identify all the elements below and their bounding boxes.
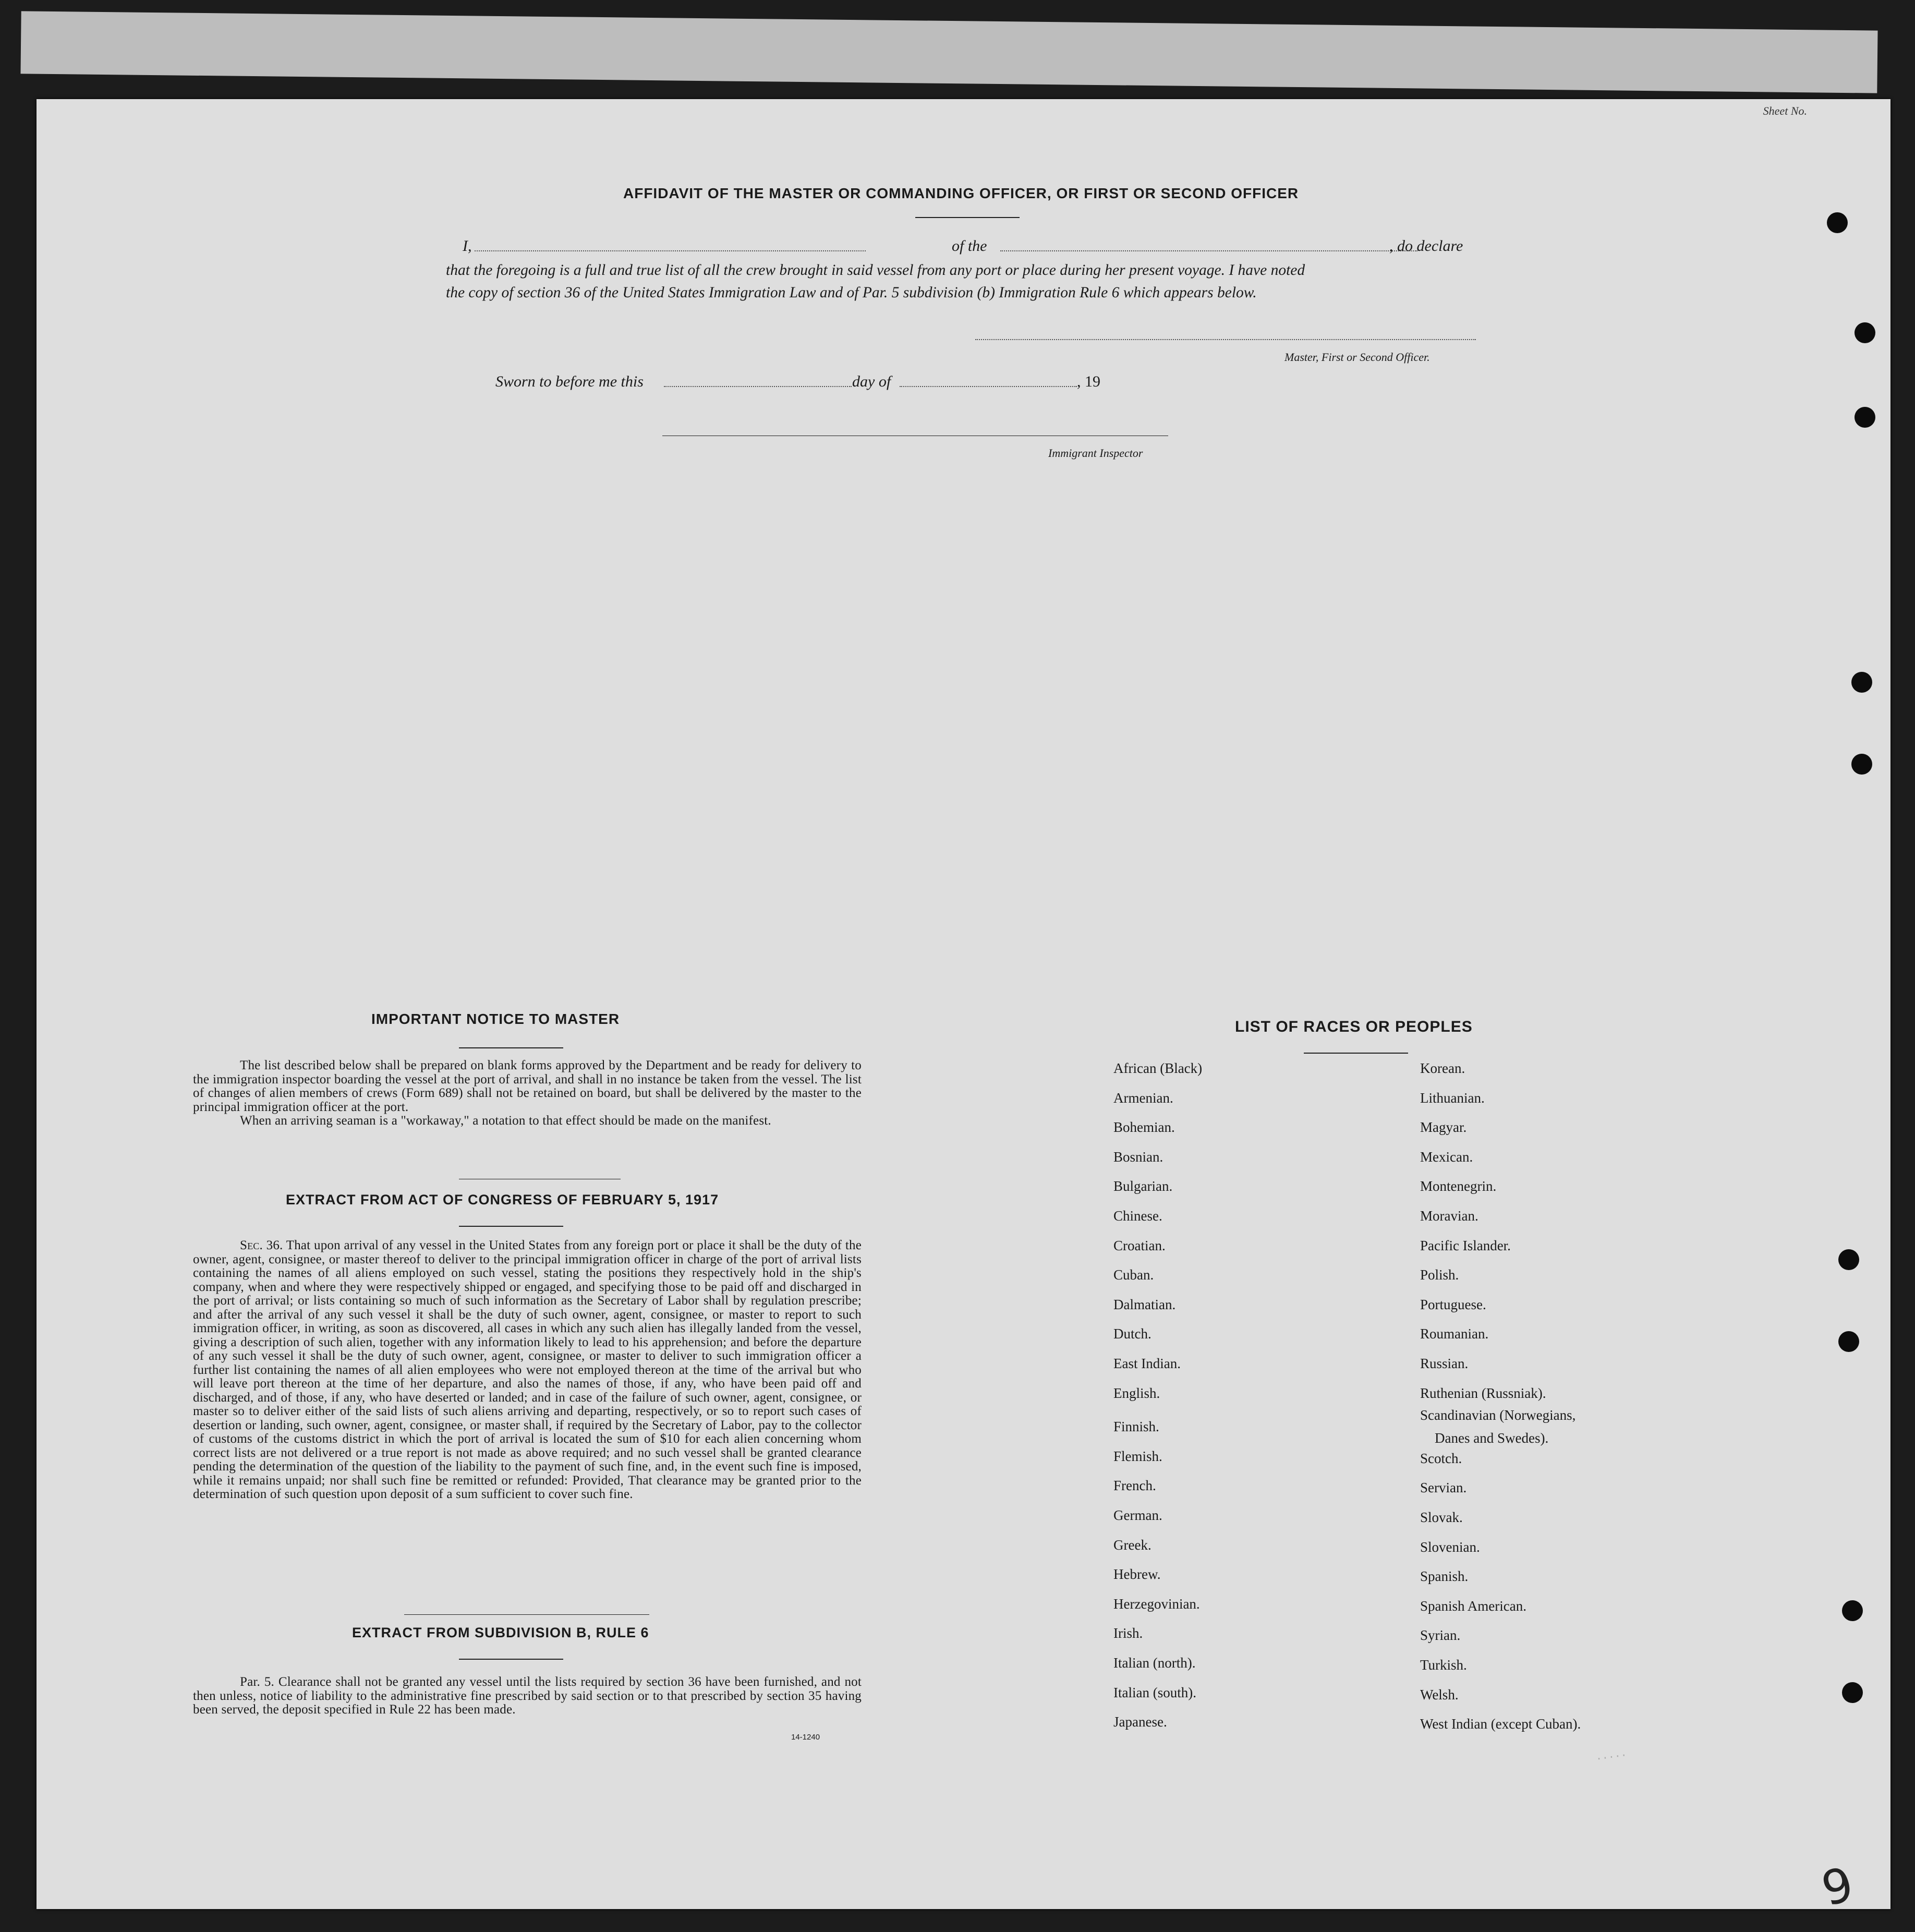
- race-item: Pacific Islander.: [1420, 1237, 1511, 1253]
- act-separator: [404, 1614, 649, 1615]
- race-item: Italian (south).: [1113, 1684, 1196, 1700]
- binder-hole: [1827, 212, 1848, 233]
- scandinavian-continuation: Danes and Swedes).: [1435, 1430, 1549, 1446]
- race-item: Scotch.: [1420, 1450, 1462, 1466]
- race-item: Turkish.: [1420, 1657, 1467, 1673]
- date-stamp: ·····: [1595, 1749, 1628, 1766]
- race-item: Spanish.: [1420, 1568, 1469, 1585]
- rule6-body: [193, 1675, 862, 1717]
- race-item: Flemish.: [1113, 1448, 1162, 1464]
- race-item: Bohemian.: [1113, 1119, 1175, 1136]
- race-item: Magyar.: [1420, 1119, 1467, 1136]
- inspector-caption: Immigrant Inspector: [1048, 446, 1143, 460]
- act-paragraph: [193, 1239, 862, 1502]
- races-title-rule: [1304, 1053, 1408, 1054]
- sworn-prefix: Sworn to before me this: [495, 373, 644, 390]
- race-item: Lithuanian.: [1420, 1090, 1485, 1106]
- affidavit-title: AFFIDAVIT OF THE MASTER OR COMMANDING OFFICER, OR FIRST OR SECOND OFFICER: [623, 185, 1299, 201]
- master-name-field[interactable]: [475, 250, 866, 251]
- race-item: Slovak.: [1420, 1510, 1463, 1525]
- act-title-rule: [459, 1226, 563, 1227]
- race-item: Polish.: [1420, 1267, 1459, 1283]
- race-item: French.: [1113, 1478, 1156, 1494]
- rule6-title: EXTRACT FROM SUBDIVISION B, RULE 6: [352, 1625, 649, 1640]
- binder-hole: [1851, 754, 1872, 775]
- affidavit-of-the-label: of the: [952, 237, 987, 255]
- sworn-year: , 19: [1077, 373, 1100, 390]
- race-item: East Indian.: [1113, 1356, 1181, 1371]
- binder-hole: [1842, 1600, 1863, 1621]
- race-item: Irish.: [1113, 1625, 1143, 1641]
- form-number: 14-1240: [791, 1733, 820, 1742]
- race-item: Bulgarian.: [1113, 1178, 1173, 1194]
- race-item: Japanese.: [1113, 1714, 1167, 1730]
- act-text: That upon arrival of any vessel in the United States from any foreign port or place it shall be the duty of the owner, agent, consignee, or master thereof to deliver to the principal immigration officer in charge of the port of arrival lists containing the names of all aliens employed on such vessel, stating the positions they respectively hold in the ship's company, when and where they were respectively shipped or engaged, and specifying those to be paid off and discharged in the port of arrival; or lists containing so much of such information as the Secretary of Labor shall by regulation prescribe; and after the arrival of any such vessel it shall be the duty of such owner, agent, consignee, or master to report to such immigration officer, in writing, as soon as discovered, all cases in which any such alien has illegally landed from the vessel, giving a description of such alien, together with any information likely to lead to his apprehension; and before the departure of any such vessel it shall be the duty of such owner, agent, consignee, or master to deliver to such immigration officer a further list containing the names of all alien employees who were not employed thereon at the time of the arrival but who will leave port thereon at the time of her departure, and also the names of those, if any, who have been paid off and discharged, and of those, if any, who have deserted or landed; and in case of the failure of such owner, agent, consignee, or master so to deliver either of the said lists of such aliens arriving and departing, respectively, or so to report such cases of desertion or landing, such owner, agent, consignee, or master shall, if required by the Secretary of Labor, pay to the collector of customs of the customs district in which the port of arrival is located the sum of $10 for each alien concerning whom correct lists are not delivered or a true report is not made as above required; and no such vessel shall be granted clearance pending the determination of the question of the liability to the payment of such fine, and, in the event such fine is imposed, while it remains unpaid; nor shall such fine be remitted or refunded: Provided, That clearance may be granted prior to the determination of such question upon deposit of a sum sufficient to cover such fine.: [193, 1238, 862, 1501]
- race-item: Greek.: [1113, 1537, 1152, 1553]
- binder-hole: [1855, 322, 1875, 343]
- notice-body: [193, 1059, 862, 1128]
- race-item: Chinese.: [1113, 1208, 1162, 1224]
- affidavit-line-2: that the foregoing is a full and true list of all the crew brought in said vessel from any port or place during her present voyage. I have noted: [446, 262, 1305, 279]
- race-item: Dalmatian.: [1113, 1296, 1176, 1312]
- master-signature-field[interactable]: [975, 339, 1476, 340]
- race-item: Italian (north).: [1113, 1655, 1196, 1671]
- act-section-label: Sec. 36.: [240, 1238, 283, 1252]
- notice-para-1: The list described below shall be prepared on blank forms approved by the Department and be ready for delivery to the immigration inspector boarding the vessel at the port of arrival, and shall in no instance be taken from the vessel. The list of changes of alien members of crews (Form 689) shall not be retained on board, but shall be delivered by the master to the principal immigration officer at the port.: [193, 1058, 862, 1114]
- race-item: Servian.: [1420, 1480, 1467, 1496]
- races-title: LIST OF RACES OR PEOPLES: [1235, 1018, 1473, 1035]
- race-item: African (Black): [1113, 1060, 1203, 1076]
- binder-hole: [1855, 407, 1875, 428]
- back-sheet: [20, 11, 1877, 93]
- race-item: Herzegovinian.: [1113, 1596, 1200, 1612]
- race-item: Dutch.: [1113, 1326, 1152, 1342]
- affidavit-line-3: the copy of section 36 of the United States Immigration Law and of Par. 5 subdivision (b) Immigration Rule 6 which appears below.: [446, 284, 1257, 301]
- race-item: Bosnian.: [1113, 1149, 1163, 1165]
- rule6-title-rule: [459, 1659, 563, 1660]
- race-item: Montenegrin.: [1420, 1178, 1497, 1194]
- rule6-text: Par. 5. Clearance shall not be granted any vessel until the lists required by section 36 have been furnished, and not then unless, notice of liability to the administrative fine prescribed by said section or to that prescribed by section 35 having been served, the deposit specified in Rule 22 has been made.: [193, 1675, 862, 1717]
- binder-hole: [1842, 1682, 1863, 1703]
- act-body: [193, 1239, 862, 1502]
- sworn-day-field[interactable]: [664, 386, 852, 387]
- affidavit-i-label: I,: [463, 237, 472, 255]
- race-item: Welsh.: [1420, 1686, 1459, 1702]
- title-underline: [915, 217, 1020, 218]
- sworn-month-field[interactable]: [900, 386, 1077, 387]
- race-item: Hebrew.: [1113, 1566, 1161, 1583]
- race-item: Armenian.: [1113, 1090, 1173, 1106]
- race-item: Russian.: [1420, 1356, 1469, 1371]
- sheet-number-label: Sheet No.: [1763, 104, 1807, 117]
- race-item: Mexican.: [1420, 1149, 1473, 1165]
- binder-hole: [1838, 1331, 1859, 1352]
- sworn-day-of: day of: [852, 373, 891, 390]
- race-item: Roumanian.: [1420, 1326, 1489, 1342]
- race-item: Scandinavian (Norwegians,: [1420, 1407, 1576, 1423]
- form-page: [37, 99, 1890, 1917]
- race-item: Syrian.: [1420, 1627, 1461, 1644]
- master-signature-caption: Master, First or Second Officer.: [1284, 351, 1430, 364]
- race-item: Cuban.: [1113, 1267, 1154, 1283]
- affidavit-do-declare: , do declare: [1389, 237, 1463, 255]
- race-item: Croatian.: [1113, 1237, 1166, 1253]
- race-item: Moravian.: [1420, 1208, 1478, 1224]
- binder-hole: [1838, 1249, 1859, 1270]
- vessel-name-field[interactable]: [1000, 250, 1417, 251]
- binder-hole: [1851, 672, 1872, 693]
- race-item: English.: [1113, 1385, 1160, 1401]
- race-item: Slovenian.: [1420, 1539, 1480, 1555]
- notice-para-2: When an arriving seaman is a "workaway," a notation to that effect should be made on the manifest.: [240, 1114, 771, 1128]
- margin-note: 9: [1816, 1856, 1859, 1917]
- race-item: Ruthenian (Russniak).: [1420, 1385, 1546, 1401]
- race-item: Finnish.: [1113, 1419, 1159, 1435]
- race-item: German.: [1113, 1507, 1162, 1523]
- race-item: Korean.: [1420, 1060, 1465, 1076]
- race-item: Spanish American.: [1420, 1598, 1526, 1614]
- race-item: Portuguese.: [1420, 1296, 1486, 1312]
- notice-title-rule: [459, 1047, 563, 1048]
- race-item: West Indian (except Cuban).: [1420, 1716, 1581, 1732]
- notice-title: IMPORTANT NOTICE TO MASTER: [371, 1011, 620, 1027]
- act-title: EXTRACT FROM ACT OF CONGRESS OF FEBRUARY 5, 1917: [286, 1192, 719, 1208]
